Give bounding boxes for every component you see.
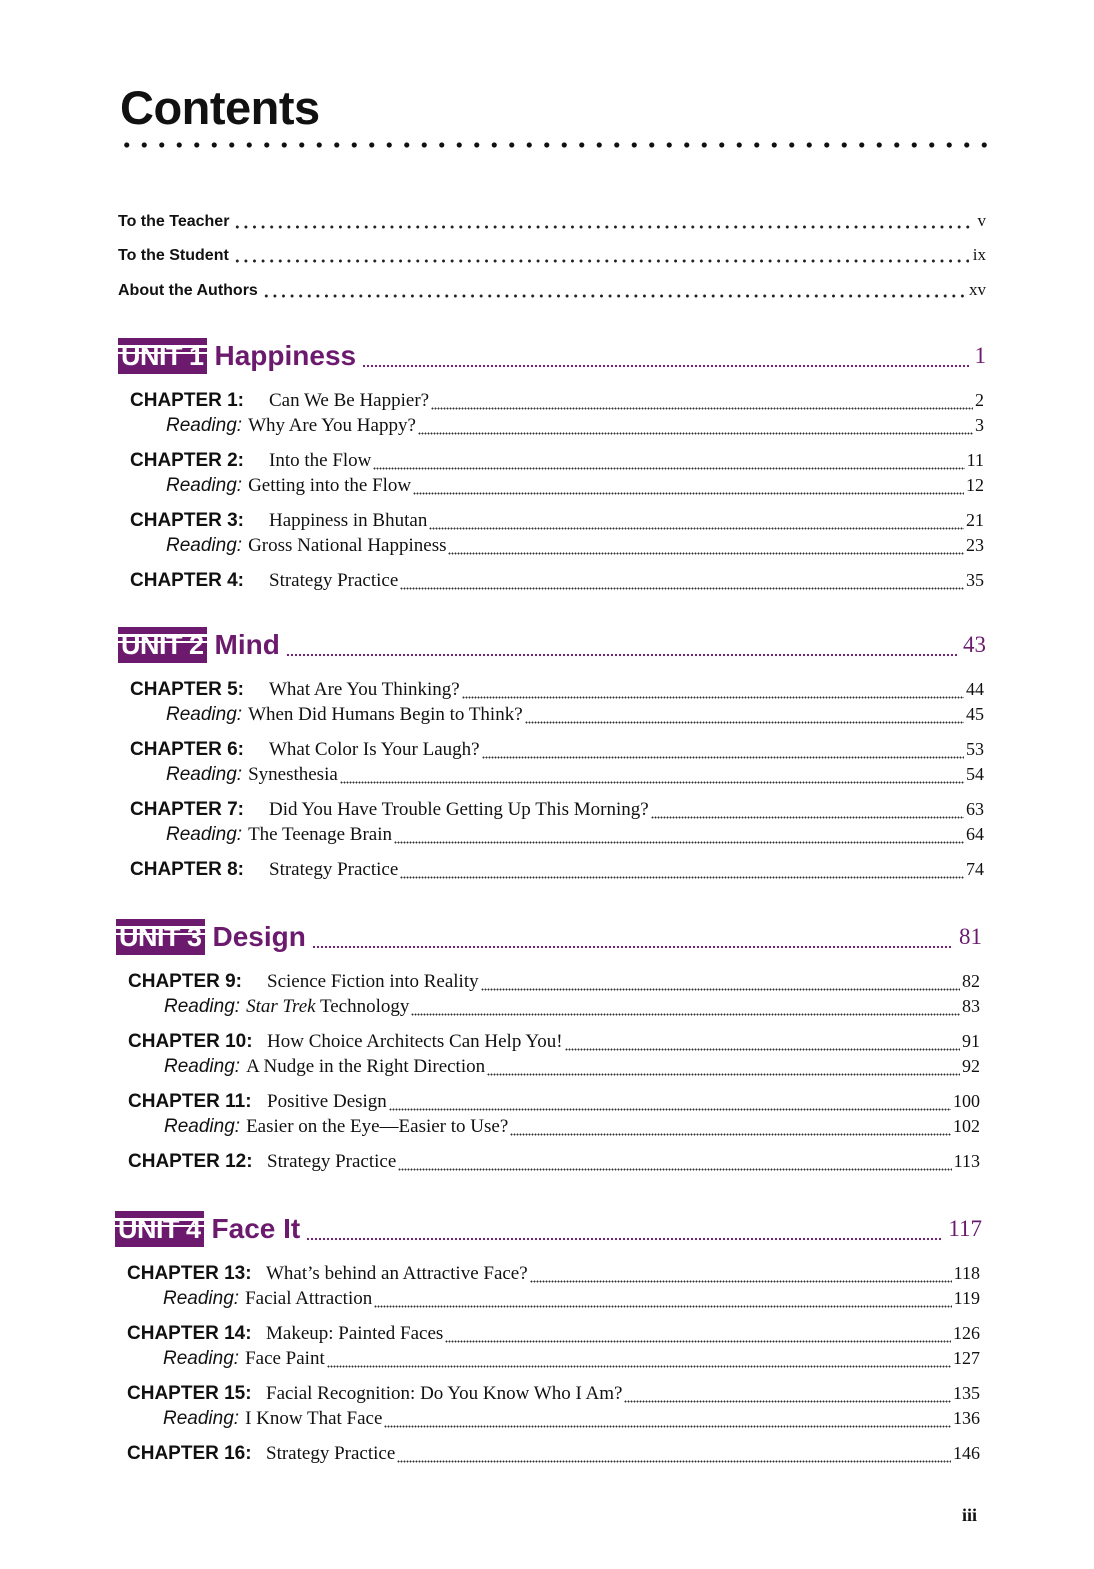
page-ref: 127 xyxy=(953,1348,980,1368)
dot-leader xyxy=(462,696,964,699)
chapter-label: CHAPTER 11: xyxy=(128,1091,252,1112)
chapter-title: Strategy Practice xyxy=(266,1443,396,1464)
dot-leader xyxy=(340,781,964,784)
dot-leader xyxy=(530,1280,952,1283)
chapter-title: Science Fiction into Reality xyxy=(267,971,479,992)
dot-leader xyxy=(448,552,964,555)
unit-number: UNIT 3 xyxy=(119,922,202,952)
reading-entry[interactable] xyxy=(130,764,984,788)
unit-number: UNIT 1 xyxy=(121,341,204,371)
reading-prefix: Reading: xyxy=(163,1288,240,1309)
reading-prefix: Reading: xyxy=(166,764,243,785)
reading-title xyxy=(245,1288,372,1310)
chapter-title: What’s behind an Attractive Face? xyxy=(266,1263,528,1284)
page-ref: 100 xyxy=(953,1091,980,1111)
reading-title-text: Getting into the Flow xyxy=(248,475,412,496)
dot-leader xyxy=(445,1340,951,1343)
page-ref: 92 xyxy=(962,1056,980,1076)
unit-badge xyxy=(118,338,207,374)
reading-entry[interactable] xyxy=(127,1408,980,1432)
reading-entry[interactable] xyxy=(128,996,980,1020)
page-ref: 43 xyxy=(963,632,986,657)
page-ref: 119 xyxy=(953,1288,980,1308)
chapter-title: Makeup: Painted Faces xyxy=(266,1323,444,1344)
reading-prefix: Reading: xyxy=(166,824,243,845)
dot-leader xyxy=(233,258,969,264)
chapter-label: CHAPTER 15: xyxy=(127,1383,252,1404)
unit-title: Happiness xyxy=(214,340,357,371)
page-ref: xv xyxy=(969,280,986,299)
dot-leader xyxy=(312,945,953,949)
unit-badge xyxy=(116,919,205,955)
page-ref: 54 xyxy=(966,764,984,784)
title-dot-rule xyxy=(118,140,992,150)
dot-leader xyxy=(373,467,964,470)
reading-title xyxy=(246,996,409,1018)
chapter-entry[interactable] xyxy=(128,1091,980,1115)
page-ref: 81 xyxy=(959,924,982,949)
page-ref: 126 xyxy=(953,1323,980,1343)
chapter-title: What Color Is Your Laugh? xyxy=(269,739,480,760)
reading-prefix: Reading: xyxy=(164,1116,241,1137)
dot-leader xyxy=(398,1168,951,1171)
chapter-entry[interactable] xyxy=(130,679,984,703)
page-ref: 63 xyxy=(966,799,984,819)
unit-title: Face It xyxy=(211,1213,301,1244)
reading-title-text: I Know That Face xyxy=(245,1408,383,1429)
reading-title xyxy=(248,704,523,726)
dot-leader xyxy=(413,492,964,495)
chapter-label: CHAPTER 1: xyxy=(130,390,245,411)
chapter-entry[interactable] xyxy=(130,450,984,474)
chapter-label: CHAPTER 8: xyxy=(130,859,245,880)
chapter-label: CHAPTER 4: xyxy=(130,570,245,591)
front-matter-entry[interactable] xyxy=(118,245,986,269)
unit-heading[interactable] xyxy=(115,1209,982,1249)
chapter-entry[interactable] xyxy=(127,1383,980,1407)
dot-leader xyxy=(394,841,964,844)
dot-leader xyxy=(384,1425,951,1428)
unit-heading[interactable] xyxy=(116,917,982,957)
reading-prefix: Reading: xyxy=(164,996,241,1017)
reading-title-text: A Nudge in the Right Direction xyxy=(246,1056,486,1077)
reading-entry[interactable] xyxy=(130,535,984,559)
dot-leader xyxy=(525,721,964,724)
page-ref: 113 xyxy=(953,1151,980,1171)
unit-title: Design xyxy=(212,921,306,952)
page-ref: 12 xyxy=(966,475,984,495)
entry-label: To the Teacher xyxy=(118,213,230,230)
chapter-label: CHAPTER 10: xyxy=(128,1031,253,1052)
page-ref: v xyxy=(977,211,986,230)
page-ref: 3 xyxy=(975,415,984,435)
unit-badge xyxy=(118,627,207,663)
chapter-entry[interactable] xyxy=(130,859,984,883)
chapter-entry[interactable] xyxy=(130,570,984,594)
page-number: iii xyxy=(962,1505,978,1525)
dot-leader xyxy=(651,816,964,819)
dot-leader xyxy=(431,407,973,410)
reading-prefix: Reading: xyxy=(166,535,243,556)
reading-prefix: Reading: xyxy=(166,415,243,436)
chapter-title: Strategy Practice xyxy=(269,570,399,591)
chapter-label: CHAPTER 7: xyxy=(130,799,245,820)
page-ref: 21 xyxy=(966,510,984,530)
page-ref: 146 xyxy=(953,1443,980,1463)
dot-leader xyxy=(327,1365,951,1368)
chapter-title: Strategy Practice xyxy=(267,1151,397,1172)
chapter-entry[interactable] xyxy=(127,1263,980,1287)
reading-title xyxy=(245,1348,325,1370)
page-ref: 136 xyxy=(953,1408,980,1428)
reading-title-text: Gross National Happiness xyxy=(248,535,447,556)
dot-leader xyxy=(510,1133,951,1136)
reading-entry[interactable] xyxy=(130,704,984,728)
page-ref: 45 xyxy=(966,704,984,724)
reading-title xyxy=(246,1056,485,1078)
chapter-entry[interactable] xyxy=(130,799,984,823)
reading-prefix: Reading: xyxy=(164,1056,241,1077)
chapter-label: CHAPTER 9: xyxy=(128,971,243,992)
page-ref: 2 xyxy=(975,390,984,410)
page-ref: 35 xyxy=(966,570,984,590)
chapter-entry[interactable] xyxy=(127,1443,980,1467)
page-ref: 91 xyxy=(962,1031,980,1051)
page-ref: 23 xyxy=(966,535,984,555)
page-ref: 53 xyxy=(966,739,984,759)
dot-leader xyxy=(411,1013,960,1016)
unit-badge xyxy=(115,1211,204,1247)
reading-title-text: Face Paint xyxy=(245,1348,325,1369)
entry-label: About the Authors xyxy=(118,282,258,299)
dot-leader xyxy=(481,988,960,991)
reading-prefix: Reading: xyxy=(163,1348,240,1369)
chapter-label: CHAPTER 3: xyxy=(130,510,245,531)
reading-title-text: Why Are You Happy? xyxy=(248,415,416,436)
chapter-entry[interactable] xyxy=(128,1031,980,1055)
page-ref: 74 xyxy=(966,859,984,879)
dot-leader xyxy=(233,224,973,230)
reading-entry[interactable] xyxy=(130,475,984,499)
reading-prefix: Reading: xyxy=(166,704,243,725)
front-matter-entry[interactable] xyxy=(118,211,986,235)
page-ref: 117 xyxy=(948,1216,982,1241)
unit-title: Mind xyxy=(214,629,280,660)
reading-title xyxy=(248,475,411,497)
chapter-entry[interactable] xyxy=(128,971,980,995)
reading-title-text: When Did Humans Begin to Think? xyxy=(248,704,523,725)
dot-leader xyxy=(262,293,965,299)
page-ref: 64 xyxy=(966,824,984,844)
dot-leader xyxy=(487,1073,960,1076)
dot-leader xyxy=(400,876,964,879)
chapter-label: CHAPTER 14: xyxy=(127,1323,252,1344)
dot-leader xyxy=(397,1460,951,1463)
reading-entry[interactable] xyxy=(130,415,984,439)
chapter-label: CHAPTER 12: xyxy=(128,1151,253,1172)
reading-title xyxy=(248,764,338,786)
reading-entry[interactable] xyxy=(128,1116,980,1140)
page-ref: 44 xyxy=(966,679,984,699)
chapter-title: What Are You Thinking? xyxy=(269,679,460,700)
chapter-title: Strategy Practice xyxy=(269,859,399,880)
reading-prefix: Reading: xyxy=(163,1408,240,1429)
reading-entry[interactable] xyxy=(127,1288,980,1312)
chapter-title: Positive Design xyxy=(267,1091,387,1112)
chapter-title: Into the Flow xyxy=(269,450,372,471)
dot-leader xyxy=(400,587,964,590)
reading-title-text: Technology xyxy=(315,996,410,1017)
dot-leader xyxy=(389,1108,951,1111)
page-ref: 82 xyxy=(962,971,980,991)
reading-title xyxy=(245,1408,382,1430)
unit-number: UNIT 4 xyxy=(118,1214,201,1244)
dot-leader xyxy=(565,1048,960,1051)
unit-number: UNIT 2 xyxy=(121,630,204,660)
page-ref: ix xyxy=(972,245,986,264)
chapter-title: How Choice Architects Can Help You! xyxy=(267,1031,563,1052)
reading-title-text: The Teenage Brain xyxy=(248,824,392,845)
dot-leader xyxy=(306,1237,942,1241)
reading-entry[interactable] xyxy=(130,824,984,848)
chapter-title: Did You Have Trouble Getting Up This Morning? xyxy=(269,799,649,820)
dot-leader xyxy=(374,1305,951,1308)
dot-leader xyxy=(362,364,968,368)
chapter-entry[interactable] xyxy=(130,390,984,414)
chapter-entry[interactable] xyxy=(128,1151,980,1175)
chapter-entry[interactable] xyxy=(130,510,984,534)
page-ref: 1 xyxy=(974,343,986,368)
chapter-title: Happiness in Bhutan xyxy=(269,510,428,531)
reading-title-italic: Star Trek xyxy=(246,996,316,1017)
dot-leader xyxy=(482,756,964,759)
reading-title-text: Facial Attraction xyxy=(245,1288,373,1309)
page-title: Contents xyxy=(120,81,320,134)
page-ref: 102 xyxy=(953,1116,980,1136)
reading-entry[interactable] xyxy=(128,1056,980,1080)
chapter-title: Can We Be Happier? xyxy=(269,390,430,411)
unit-heading[interactable] xyxy=(118,336,986,376)
reading-title xyxy=(246,1116,508,1138)
chapter-label: CHAPTER 16: xyxy=(127,1443,252,1464)
reading-title-text: Easier on the Eye—Easier to Use? xyxy=(246,1116,509,1137)
chapter-entry[interactable] xyxy=(127,1323,980,1347)
reading-entry[interactable] xyxy=(127,1348,980,1372)
chapter-label: CHAPTER 2: xyxy=(130,450,245,471)
chapter-label: CHAPTER 5: xyxy=(130,679,245,700)
reading-title-text: Synesthesia xyxy=(248,764,338,785)
reading-title xyxy=(248,824,392,846)
reading-prefix: Reading: xyxy=(166,475,243,496)
dot-leader xyxy=(429,527,964,530)
page-ref: 83 xyxy=(962,996,980,1016)
chapter-entry[interactable] xyxy=(130,739,984,763)
dot-leader xyxy=(286,653,957,657)
dot-leader xyxy=(624,1400,951,1403)
dot-leader xyxy=(418,432,973,435)
entry-label: To the Student xyxy=(118,247,229,264)
page-ref: 118 xyxy=(953,1263,980,1283)
reading-title xyxy=(248,535,446,557)
page-ref: 135 xyxy=(953,1383,980,1403)
page-ref: 11 xyxy=(966,450,984,470)
chapter-label: CHAPTER 6: xyxy=(130,739,245,760)
chapter-title: Facial Recognition: Do You Know Who I Am? xyxy=(266,1383,623,1404)
chapter-label: CHAPTER 13: xyxy=(127,1263,252,1284)
unit-heading[interactable] xyxy=(118,625,986,665)
front-matter-entry[interactable] xyxy=(118,280,986,304)
reading-title xyxy=(248,415,416,437)
